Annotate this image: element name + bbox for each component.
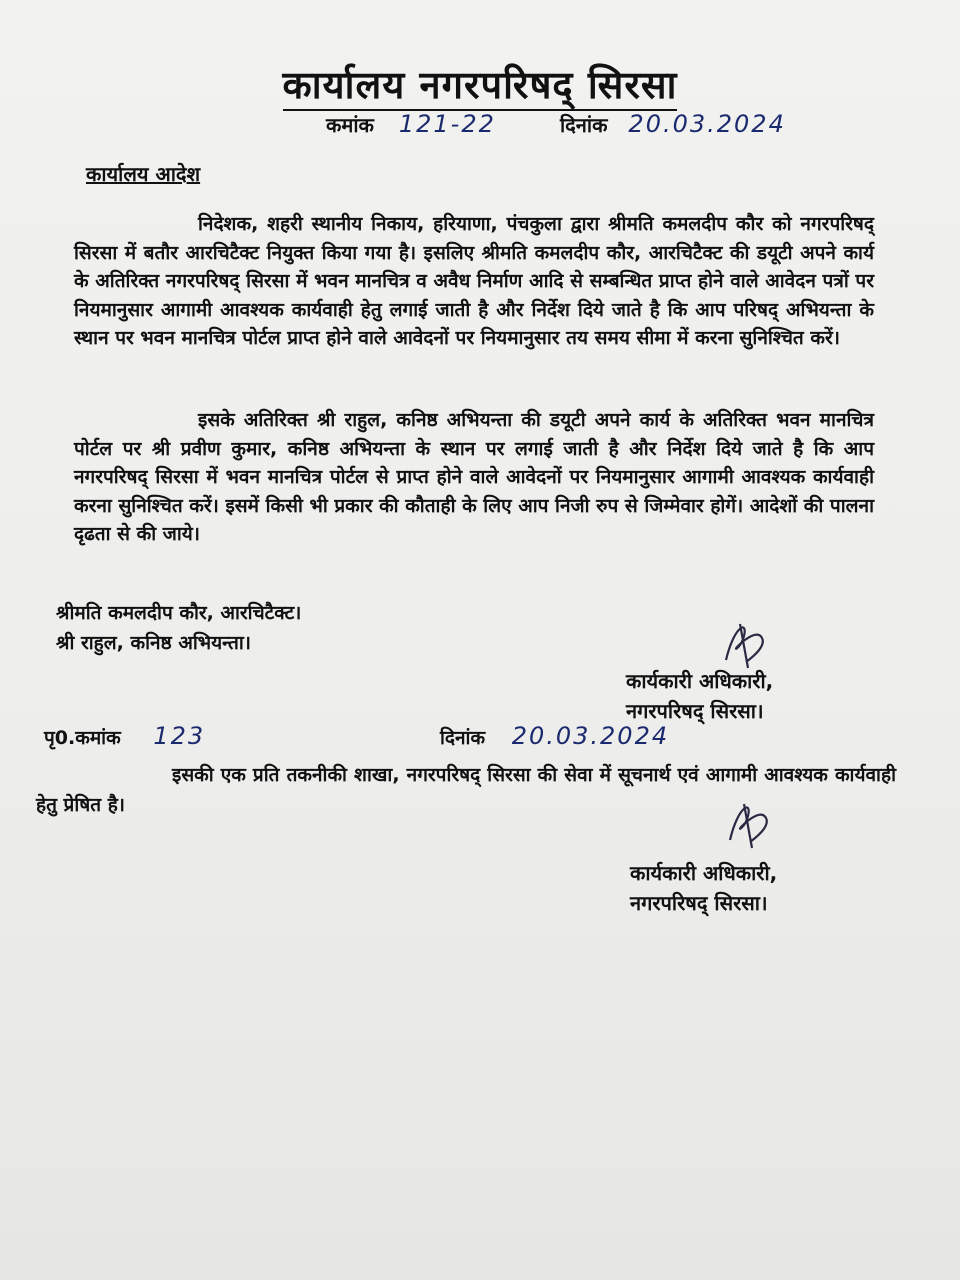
recipient-1: श्रीमति कमलदीप कौर, आरचिटैक्ट। (56, 602, 302, 624)
order-heading: कार्यालय आदेश (86, 162, 201, 186)
signatory-office: नगरपरिषद् सिरसा। (626, 699, 764, 723)
endorsement-text: इसकी एक प्रति तकनीकी शाखा, नगरपरिषद् सिरसा की सेवा में सूचनार्थ एवं आगामी आवश्यक कार्यवाही हेतु प्रेषित है। (36, 764, 896, 816)
recipient-2: श्री राहुल, कनिष्ठ अभियन्ता। (56, 632, 251, 654)
recipient-list (56, 598, 301, 658)
signature-block-1 (626, 666, 773, 726)
endorsement-ref (44, 722, 205, 750)
endorsement-date (440, 722, 669, 750)
endorsement-date-value: 20.03.2024 (511, 722, 670, 750)
signatory-office-2: नगरपरिषद् सिरसा। (630, 891, 768, 915)
endorsement-date-label: दिनांक (440, 727, 486, 749)
ref-label: कमांक (326, 113, 374, 137)
date-value: 20.03.2024 (628, 110, 786, 138)
ref-number: 121-22 (398, 110, 496, 138)
order-paragraph-2: इसके अतिरिक्त श्री राहुल, कनिष्ठ अभियन्ता की डयूटी अपने कार्य के अतिरिक्त भवन मानचित्र पोर्टल पर श्री प्रवीण कुमार, कनिष्ठ अभियन्ता के स्थान पर लगाई जाती है और निर्देश दिये जाते है कि आप नगरपरिषद् सिरसा में भवन मानचित्र पोर्टल से प्राप्त होने वाले आवेदनों पर नियमानुसार आगामी आवश्यक कार्यवाही करना सुनिश्चित करें। इसमें किसी भी प्रकार की कौताही के लिए आप निजी रुप से जिम्मेवार होगें। आदेशों की पालना दृढता से की जाये। (74, 409, 874, 545)
order-paragraph-1: निदेशक, शहरी स्थानीय निकाय, हरियाणा, पंचकुला द्वारा श्रीमति कमलदीप कौर को नगरपरिषद् सिरसा में बतौर आरचिटैक्ट नियुक्त किया गया है। इसलिए श्रीमति कमलदीप कौर, आरचिटैक्ट की डयूटी अपने कार्य के अतिरिक्त नगरपरिषद् सिरसा में भवन मानचित्र व अवैध निर्माण आदि से सम्बन्धित प्राप्त होने वाले आवेदन पत्रों पर नियमानुसार आगामी आवश्यक कार्यवाही हेतु लगाई जाती है और निर्देश दिये जाते है कि आप परिषद् अभियन्ता के स्थान पर भवन मानचित्र पोर्टल प्राप्त होने वाले आवेदनों पर नियमानुसार तय समय सीमा में करना सुनिश्चित करें। (74, 213, 874, 349)
signature-block-2 (630, 858, 777, 918)
order-date (560, 110, 786, 138)
signature-mark-2 (716, 796, 776, 852)
order-ref (326, 110, 496, 138)
signatory-designation: कार्यकारी अधिकारी, (626, 669, 774, 693)
endorsement-ref-number: 123 (153, 722, 206, 750)
signature-mark-1 (714, 616, 774, 672)
office-title: कार्यालय नगरपरिषद् सिरसा (0, 58, 960, 110)
date-label: दिनांक (560, 113, 608, 137)
endorsement-ref-label: पृ0.कमांक (44, 727, 121, 749)
signatory-designation-2: कार्यकारी अधिकारी, (630, 861, 778, 885)
